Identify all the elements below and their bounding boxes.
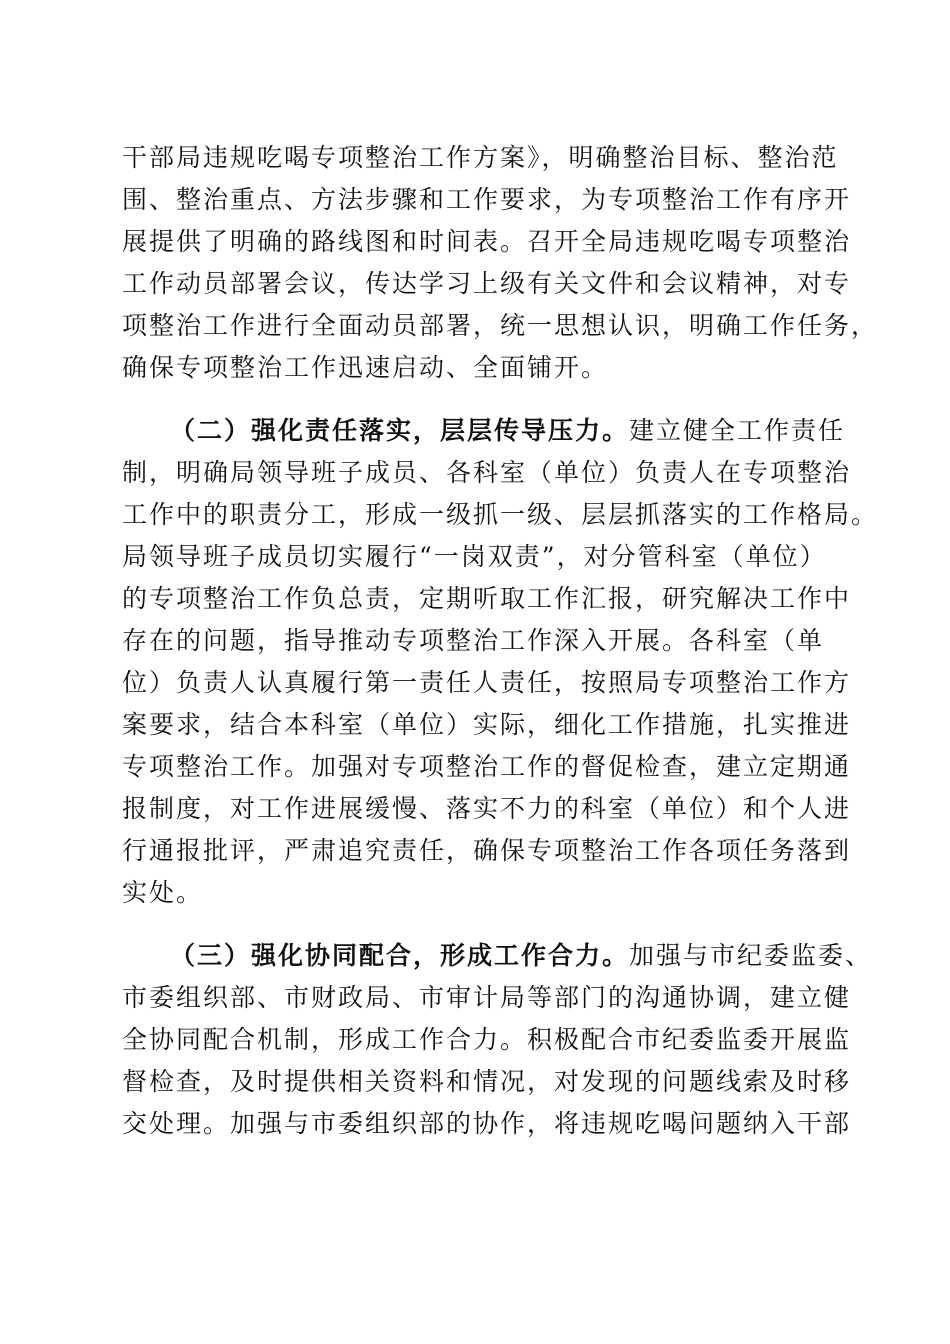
paragraph-line: 确保专项整治工作迅速启动、全面铺开。 <box>122 353 609 382</box>
paragraph-line: 围、整治重点、方法步骤和工作要求，为专项整治工作有序开 <box>122 185 852 214</box>
paragraph-line: 存在的问题，指导推动专项整治工作深入开展。各科室（单 <box>122 626 825 655</box>
paragraph-line: 报制度，对工作进展缓慢、落实不力的科室（单位）和个人进 <box>122 794 852 823</box>
paragraph-line: 交处理。加强与市委组织部的协作，将违规吃喝问题纳入干部 <box>122 1109 852 1138</box>
paragraph-line: 位）负责人认真履行第一责任人责任，按照局专项整治工作方 <box>122 668 852 697</box>
section-2-heading: （二）强化责任落实，层层传导压力。 <box>170 416 630 445</box>
section-2-first-line <box>170 411 890 451</box>
paragraph-line: 督检查，及时提供相关资料和情况，对发现的问题线索及时移 <box>122 1067 852 1096</box>
paragraph-line: 的专项整治工作负总责，定期听取工作汇报，研究解决工作中 <box>122 584 852 613</box>
paragraph-line: 专项整治工作。加强对专项整治工作的督促检查，建立定期通 <box>122 752 852 781</box>
paragraph-line: 案要求，结合本科室（单位）实际，细化工作措施，扎实推进 <box>122 710 852 739</box>
paragraph-line: 市委组织部、市财政局、市审计局等部门的沟通协调，建立健 <box>122 983 852 1012</box>
paragraph-line: 局领导班子成员切实履行“一岗双责”，对分管科室（单位） <box>122 542 827 571</box>
paragraph-line: 全协同配合机制，形成工作合力。积极配合市纪委监委开展监 <box>122 1025 852 1054</box>
section-3-first-line <box>170 936 890 976</box>
paragraph-line: 项整治工作进行全面动员部署，统一思想认识，明确工作任务， <box>122 311 879 340</box>
paragraph-line: 制，明确局领导班子成员、各科室（单位）负责人在专项整治 <box>122 458 852 487</box>
section-3-first-text: 加强与市纪委监委、 <box>629 941 873 970</box>
paragraph-line: 实处。 <box>122 878 204 907</box>
paragraph-line: 展提供了明确的路线图和时间表。召开全局违规吃喝专项整治 <box>122 227 852 256</box>
paragraph-line: 干部局违规吃喝专项整治工作方案》，明确整治目标、整治范 <box>122 143 839 172</box>
section-2-first-text: 建立健全工作责任 <box>629 416 846 445</box>
paragraph-line: 工作动员部署会议，传达学习上级有关文件和会议精神，对专 <box>122 269 852 298</box>
paragraph-line: 行通报批评，严肃追究责任，确保专项整治工作各项任务落到 <box>122 836 852 865</box>
section-3-heading: （三）强化协同配合，形成工作合力。 <box>170 941 630 970</box>
paragraph-line: 工作中的职责分工，形成一级抓一级、层层抓落实的工作格局。 <box>122 500 879 529</box>
